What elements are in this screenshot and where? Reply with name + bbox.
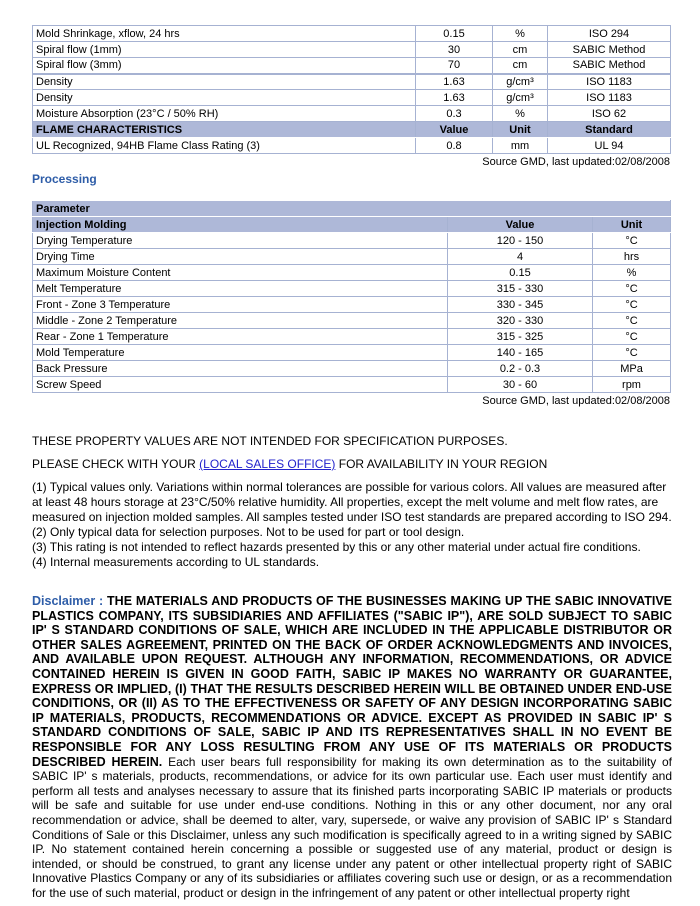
parameter-unit: hrs bbox=[593, 249, 671, 265]
parameter-header-row bbox=[33, 201, 671, 217]
disclaimer-regular-text: Each user bears full responsibility for making its own determination as to the suitability of SABIC IP' s materials, products, recommendations, or advice for its own particular use. Each user must identify and perform all tests and analyses necessary to assure that its finished parts incorporating SABIC IP materials or products will be safe and suitable for use under end-use conditions. Nothing in this or any other document, nor any oral recommendation or advice, shall be deemed to alter, vary, supersede, or waive any provision of SABIC IP' s Standard Conditions of Sale or this Disclaimer, unless any such modification is specifically agreed to in a writing signed by SABIC IP. No statement contained herein concerning a possible or suggested use of any material, product or design is intended, or should be construed, to grant any license under any patent or other intellectual property right of SABIC Innovative Plastics Company or any of its subsidiaries or affiliates covering such use or design, or as a recommendation for the use of such material, product or design in the infringement of any patent or other intellectual property right bbox=[32, 754, 672, 900]
parameter-name: Drying Time bbox=[33, 249, 448, 265]
property-name: Mold Shrinkage, xflow, 24 hrs bbox=[33, 26, 416, 42]
parameter-unit: °C bbox=[593, 281, 671, 297]
local-sales-office-link[interactable]: (LOCAL SALES OFFICE) bbox=[199, 457, 336, 471]
footnote-2: (2) Only typical data for selection purposes. Not to be used for part or tool design. bbox=[32, 525, 465, 539]
parameter-name: Melt Temperature bbox=[33, 281, 448, 297]
table-row bbox=[33, 106, 671, 122]
property-name: Spiral flow (3mm) bbox=[33, 58, 416, 74]
property-standard: ISO 1183 bbox=[548, 74, 671, 90]
property-standard: SABIC Method bbox=[548, 58, 671, 74]
property-unit: cm bbox=[493, 58, 548, 74]
injection-molding-header: Injection Molding bbox=[33, 217, 448, 233]
table-row bbox=[33, 74, 671, 90]
parameter-unit: °C bbox=[593, 345, 671, 361]
property-name: Density bbox=[33, 74, 416, 90]
disclaimer-label: Disclaimer : bbox=[32, 594, 104, 608]
property-value: 0.3 bbox=[416, 106, 493, 122]
parameter-name: Front - Zone 3 Temperature bbox=[33, 297, 448, 313]
flame-header-value: Value bbox=[416, 122, 493, 138]
source-note: Source GMD, last updated:02/08/2008 bbox=[482, 395, 670, 407]
parameter-name: Rear - Zone 1 Temperature bbox=[33, 329, 448, 345]
parameter-unit: °C bbox=[593, 297, 671, 313]
table-row bbox=[33, 58, 671, 74]
flame-header-standard: Standard bbox=[548, 122, 671, 138]
parameter-value: 320 - 330 bbox=[448, 313, 593, 329]
footnote-4: (4) Internal measurements according to UL standards. bbox=[32, 555, 320, 569]
table-row bbox=[33, 90, 671, 106]
property-unit: mm bbox=[493, 138, 548, 154]
property-name: Moisture Absorption (23°C / 50% RH) bbox=[33, 106, 416, 122]
property-value: 1.63 bbox=[416, 74, 493, 90]
property-name: Density bbox=[33, 90, 416, 106]
table-row bbox=[33, 233, 671, 249]
property-unit: g/cm³ bbox=[493, 74, 548, 90]
property-value: 0.8 bbox=[416, 138, 493, 154]
parameter-value: 0.15 bbox=[448, 265, 593, 281]
parameter-value: 140 - 165 bbox=[448, 345, 593, 361]
table-row bbox=[33, 377, 671, 393]
property-unit: % bbox=[493, 106, 548, 122]
processing-table bbox=[32, 200, 671, 393]
parameter-value: 330 - 345 bbox=[448, 297, 593, 313]
parameter-value: 0.2 - 0.3 bbox=[448, 361, 593, 377]
footnote-1: (1) Typical values only. Variations within normal tolerances are possible for various colors. All values are measured after at least 48 hours storage at 23°C/50% relative humidity. All properties, except the melt volume and melt flow rates, are measured on injection molded samples. All samples tested under ISO test standards are prepared according to ISO 294. bbox=[32, 480, 672, 524]
parameter-value: 120 - 150 bbox=[448, 233, 593, 249]
footnotes bbox=[32, 480, 672, 570]
table-row bbox=[33, 265, 671, 281]
parameter-value: 30 - 60 bbox=[448, 377, 593, 393]
parameter-unit: °C bbox=[593, 329, 671, 345]
parameter-unit: °C bbox=[593, 233, 671, 249]
table-row bbox=[33, 138, 671, 154]
property-standard: ISO 1183 bbox=[548, 90, 671, 106]
unit-header: Unit bbox=[593, 217, 671, 233]
table-row bbox=[33, 26, 671, 42]
injection-molding-header-row bbox=[33, 217, 671, 233]
property-unit: % bbox=[493, 26, 548, 42]
table-row bbox=[33, 329, 671, 345]
parameter-unit: % bbox=[593, 265, 671, 281]
table-row bbox=[33, 249, 671, 265]
source-note: Source GMD, last updated:02/08/2008 bbox=[482, 156, 670, 168]
property-unit: g/cm³ bbox=[493, 90, 548, 106]
parameter-value: 315 - 325 bbox=[448, 329, 593, 345]
property-standard: ISO 62 bbox=[548, 106, 671, 122]
legal-disclaimer bbox=[32, 594, 672, 900]
table-row bbox=[33, 281, 671, 297]
property-value: 0.15 bbox=[416, 26, 493, 42]
parameter-unit: °C bbox=[593, 313, 671, 329]
parameter-unit: rpm bbox=[593, 377, 671, 393]
table-row bbox=[33, 313, 671, 329]
disclaimer-bold-text: THE MATERIALS AND PRODUCTS OF THE BUSINESSES MAKING UP THE SABIC INNOVATIVE PLASTICS COMPANY, ITS SUBSIDIARIES AND AFFILIATES ("SABIC IP"), ARE SOLD SUBJECT TO SABIC IP' S STANDARD CONDITIONS OF SALE, WHICH ARE INCLUDED IN THE APPLICABLE DISTRIBUTOR OR OTHER SALES AGREEMENT, PRINTED ON THE BACK OF ORDER ACKNOWLEDGMENTS AND INVOICES, AND AVAILABLE UPON REQUEST. ALTHOUGH ANY INFORMATION, RECOMMENDATIONS, OR ADVICE CONTAINED HEREIN IS GIVEN IN GOOD FAITH, SABIC IP MAKES NO WARRANTY OR GUARANTEE, EXPRESS OR IMPLIED, (I) THAT THE RESULTS DESCRIBED HEREIN WILL BE OBTAINED UNDER END-USE CONDITIONS, OR (II) AS TO THE EFFECTIVENESS OR SAFETY OF ANY DESIGN INCORPORATING SABIC IP MATERIALS, PRODUCTS, RECOMMENDATIONS OR ADVICE. EXCEPT AS PROVIDED IN SABIC IP' S STANDARD CONDITIONS OF SALE, SABIC IP AND ITS REPRESENTATIVES SHALL IN NO EVENT BE RESPONSIBLE FOR ANY LOSS RESULTING FROM ANY USE OF ITS MATERIALS OR PRODUCTS DESCRIBED HEREIN. bbox=[32, 594, 672, 769]
property-value: 1.63 bbox=[416, 90, 493, 106]
property-value: 30 bbox=[416, 42, 493, 58]
parameter-unit: MPa bbox=[593, 361, 671, 377]
parameter-name: Middle - Zone 2 Temperature bbox=[33, 313, 448, 329]
property-name: Spiral flow (1mm) bbox=[33, 42, 416, 58]
parameter-value: 4 bbox=[448, 249, 593, 265]
table-row bbox=[33, 42, 671, 58]
parameter-name: Maximum Moisture Content bbox=[33, 265, 448, 281]
availability-prefix: PLEASE CHECK WITH YOUR bbox=[32, 457, 200, 471]
property-standard: ISO 294 bbox=[548, 26, 671, 42]
property-standard: UL 94 bbox=[548, 138, 671, 154]
flame-header-title: FLAME CHARACTERISTICS bbox=[33, 122, 416, 138]
property-standard: SABIC Method bbox=[548, 42, 671, 58]
table-row bbox=[33, 361, 671, 377]
processing-heading: Processing bbox=[32, 172, 97, 186]
property-name: UL Recognized, 94HB Flame Class Rating (3) bbox=[33, 138, 416, 154]
property-unit: cm bbox=[493, 42, 548, 58]
parameter-name: Drying Temperature bbox=[33, 233, 448, 249]
table-row bbox=[33, 297, 671, 313]
properties-table bbox=[32, 25, 671, 154]
footnote-3: (3) This rating is not intended to reflect hazards presented by this or any other material under actual fire conditions. bbox=[32, 540, 641, 554]
parameter-value: 315 - 330 bbox=[448, 281, 593, 297]
parameter-header: Parameter bbox=[33, 201, 671, 217]
parameter-name: Mold Temperature bbox=[33, 345, 448, 361]
availability-line bbox=[32, 457, 670, 471]
parameter-name: Back Pressure bbox=[33, 361, 448, 377]
flame-characteristics-header-row bbox=[33, 122, 671, 138]
table-row bbox=[33, 345, 671, 361]
specification-disclaimer-line: THESE PROPERTY VALUES ARE NOT INTENDED FOR SPECIFICATION PURPOSES. bbox=[32, 434, 508, 448]
property-value: 70 bbox=[416, 58, 493, 74]
parameter-name: Screw Speed bbox=[33, 377, 448, 393]
value-header: Value bbox=[448, 217, 593, 233]
flame-header-unit: Unit bbox=[493, 122, 548, 138]
availability-suffix: FOR AVAILABILITY IN YOUR REGION bbox=[335, 457, 548, 471]
